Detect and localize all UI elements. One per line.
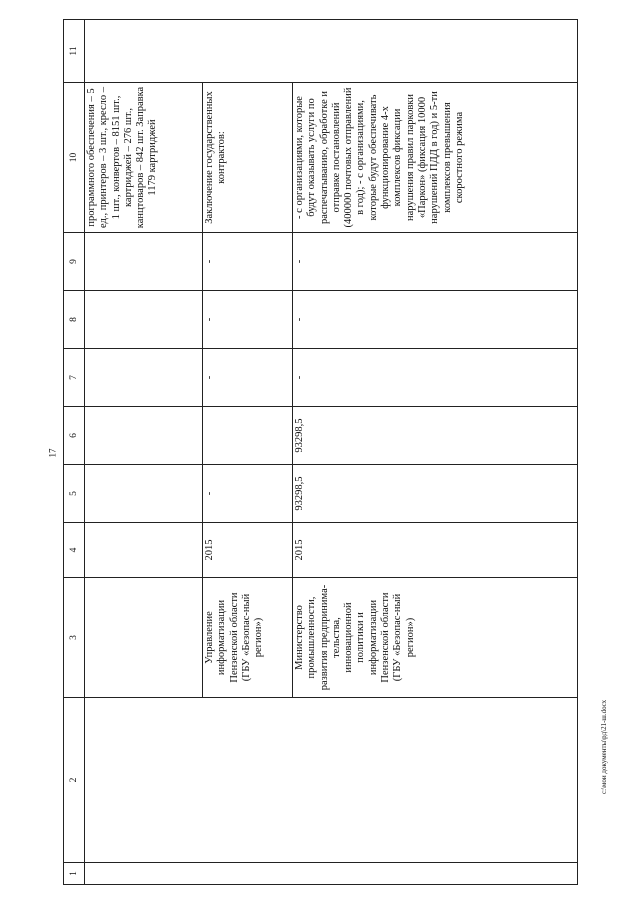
page-number: 17 — [47, 448, 58, 458]
header-row — [64, 20, 85, 885]
col-header-4: 4 — [64, 523, 85, 578]
col-header-7: 7 — [64, 349, 85, 407]
cell-year-2: 2015 — [293, 523, 578, 578]
cell-executor-2: Министерство промышленности, развития предпринима-тельства, инновационной политики и информатизации Пензенской области (ГБУ «Безопас-ный регион») — [293, 578, 578, 698]
col-header-9: 9 — [64, 233, 85, 291]
table-row — [85, 20, 203, 885]
cell-executor-1: Управление информатизации Пензенской области (ГБУ «Безопас-ный регион») — [203, 578, 293, 698]
rotated-table — [63, 20, 578, 885]
cell-col7-2: - — [293, 349, 578, 407]
col-header-3: 3 — [64, 578, 85, 698]
cell-col10-continued: программного обеспечения – 5 ед., принтеров – 3 шт., кресло – 1 шт., конвертов – 8151 шт., картриджей – 276 шт., канцтоваров – 842 шт. Заправка 1179 картриджей — [85, 83, 203, 233]
cell-col7-1: - — [203, 349, 293, 407]
cell-col6-2: 93298,5 — [293, 407, 578, 465]
cell-col1 — [85, 863, 578, 885]
cell-col6-1 — [203, 407, 293, 465]
cell-col5-1: - — [203, 465, 293, 523]
cell-col5-2: 93298,5 — [293, 465, 578, 523]
data-table — [63, 19, 578, 885]
cell-col8-2: - — [293, 291, 578, 349]
col-header-8: 8 — [64, 291, 85, 349]
col-header-10: 10 — [64, 83, 85, 233]
cell-col8-1: - — [203, 291, 293, 349]
cell-year-1: 2015 — [203, 523, 293, 578]
cell-contracts-title: Заключение государственных контрактов: — [203, 83, 293, 233]
col-header-1: 1 — [64, 863, 85, 885]
col-header-11: 11 — [64, 20, 85, 83]
cell-col9-1: - — [203, 233, 293, 291]
col-header-6: 6 — [64, 407, 85, 465]
footer-file-path: c:\мои документы\рд\21-ш.docx — [600, 699, 608, 794]
col-header-5: 5 — [64, 465, 85, 523]
cell-col9-2: - — [293, 233, 578, 291]
cell-contracts-details: - с организациями, которые будут оказывать услуги по распечатыванию, обработке и отправке постановлений (400000 почтовых отправлений в год); - с организациями, которые будут обеспечивать функционирование 4-х комплексов фиксации нарушения правил парковки «Паркон» (фиксация 10000 нарушений ПДД в год) и 5-ти комплексов превышения скоростного режима — [293, 83, 578, 233]
col-header-2: 2 — [64, 698, 85, 863]
cell-col2 — [85, 698, 578, 863]
cell-col11 — [85, 20, 578, 83]
